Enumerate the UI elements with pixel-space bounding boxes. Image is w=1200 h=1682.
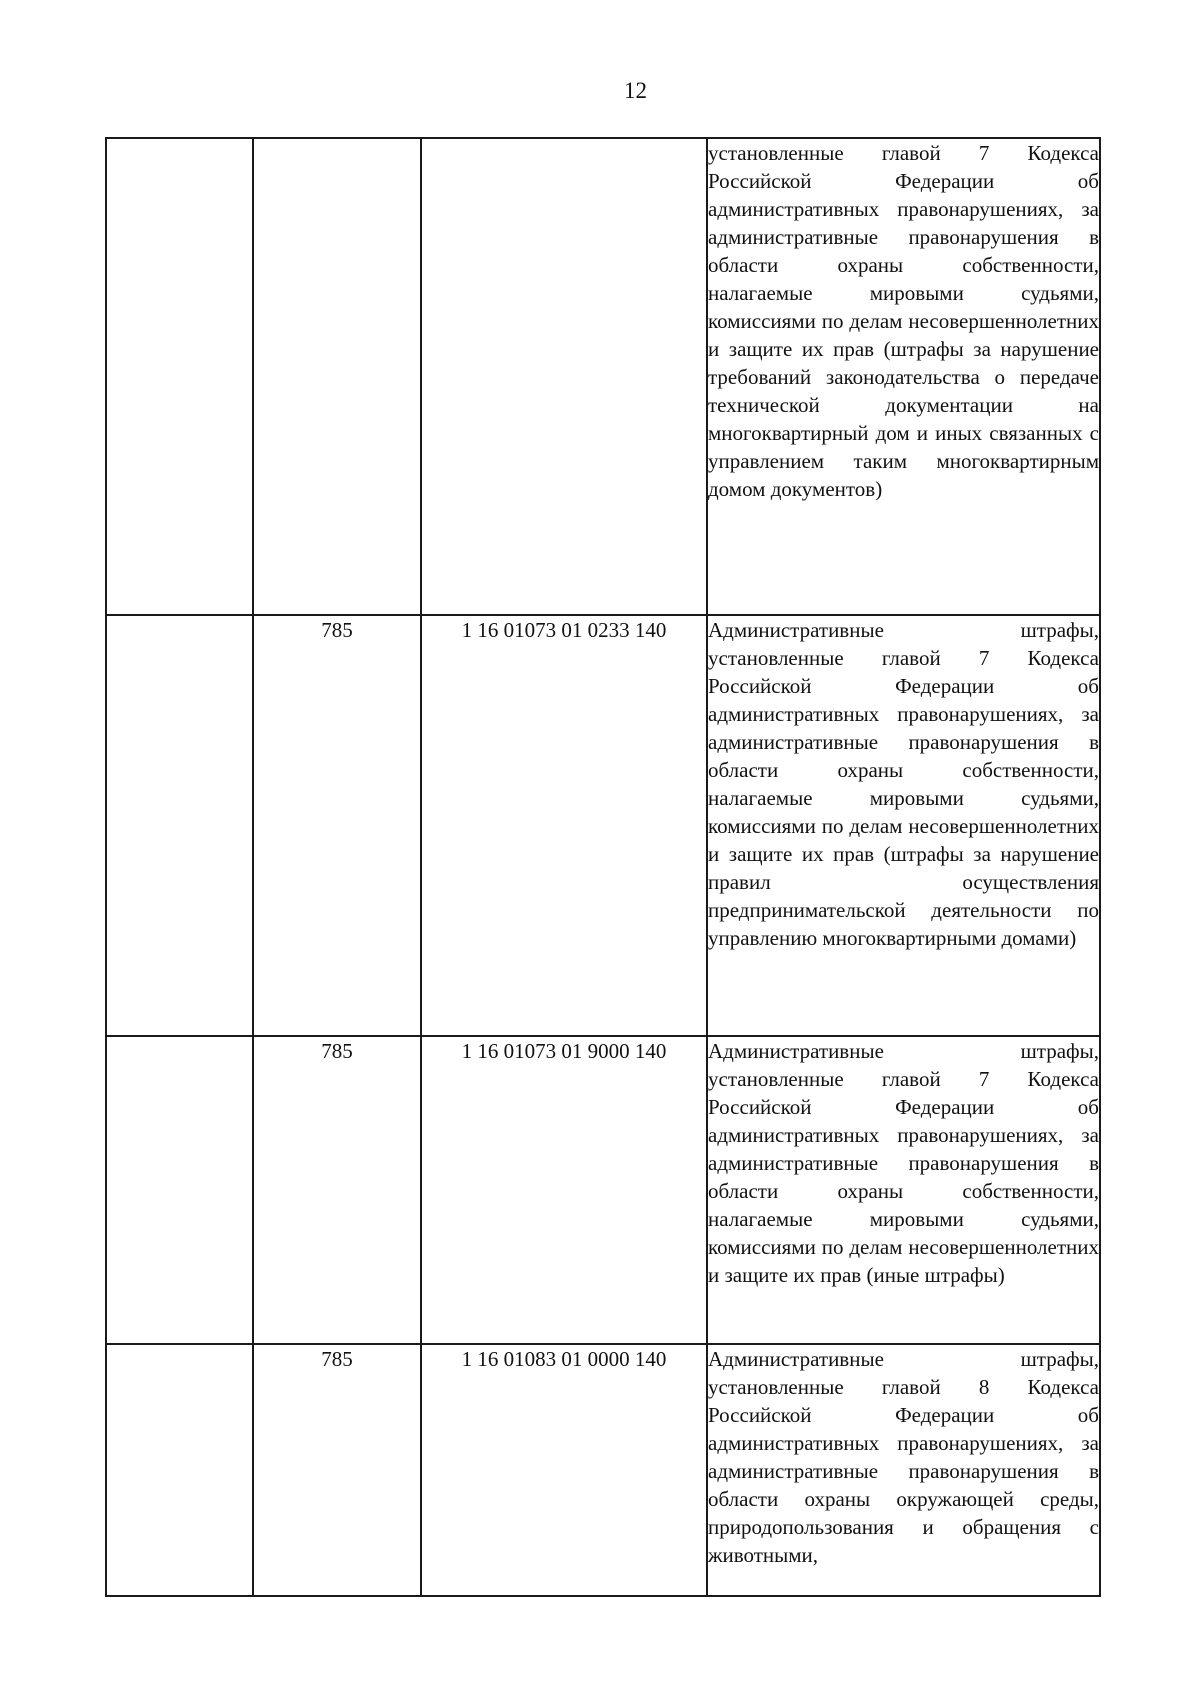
- description-text: Административные штрафы, установленные главой 7 Кодекса Российской Федерации об административных правонарушениях, за административные правонарушения в области охраны собственности, налагаемые мировыми судьями, комиссиями по делам несовершеннолетних и защите их прав (штрафы за нарушение правил осуществления предпринимательской деятельности по управлению многоквартирными домами): [708, 618, 1099, 950]
- description-cell: [707, 1344, 1100, 1596]
- administrator-code-cell: [253, 138, 421, 615]
- administrator-code-cell: 785: [253, 615, 421, 1036]
- row-number-cell: [106, 615, 253, 1036]
- revenue-code-cell: 1 16 01073 01 0233 140: [421, 615, 707, 1036]
- description-cell: [707, 138, 1100, 615]
- table-row: [106, 138, 1100, 615]
- row-number-cell: [106, 138, 253, 615]
- page-number: 12: [624, 78, 647, 103]
- table-row: [106, 1036, 1100, 1344]
- revenue-code-cell: 1 16 01073 01 9000 140: [421, 1036, 707, 1344]
- administrator-code-cell: 785: [253, 1036, 421, 1344]
- row-number-cell: [106, 1036, 253, 1344]
- revenue-code-cell: 1 16 01083 01 0000 140: [421, 1344, 707, 1596]
- description-cell: [707, 1036, 1100, 1344]
- description-text: Административные штрафы, установленные главой 7 Кодекса Российской Федерации об административных правонарушениях, за административные правонарушения в области охраны собственности, налагаемые мировыми судьями, комиссиями по делам несовершеннолетних и защите их прав (иные штрафы): [708, 1039, 1099, 1287]
- revenue-codes-table: [105, 137, 1101, 1597]
- description-text: Административные штрафы, установленные главой 8 Кодекса Российской Федерации об административных правонарушениях, за административные правонарушения в области охраны окружающей среды, природопользования и обращения с животными,: [708, 1347, 1099, 1567]
- administrator-code-cell: 785: [253, 1344, 421, 1596]
- revenue-code-cell: [421, 138, 707, 615]
- table-row: [106, 615, 1100, 1036]
- row-number-cell: [106, 1344, 253, 1596]
- table-row: [106, 1344, 1100, 1596]
- description-cell: [707, 615, 1100, 1036]
- description-text: установленные главой 7 Кодекса Российской Федерации об административных правонарушениях, за административные правонарушения в области охраны собственности, налагаемые мировыми судьями, комиссиями по делам несовершеннолетних и защите их прав (штрафы за нарушение требований законодательства о передаче технической документации на многоквартирный дом и иных связанных с управлением таким многоквартирным домом документов): [708, 141, 1099, 501]
